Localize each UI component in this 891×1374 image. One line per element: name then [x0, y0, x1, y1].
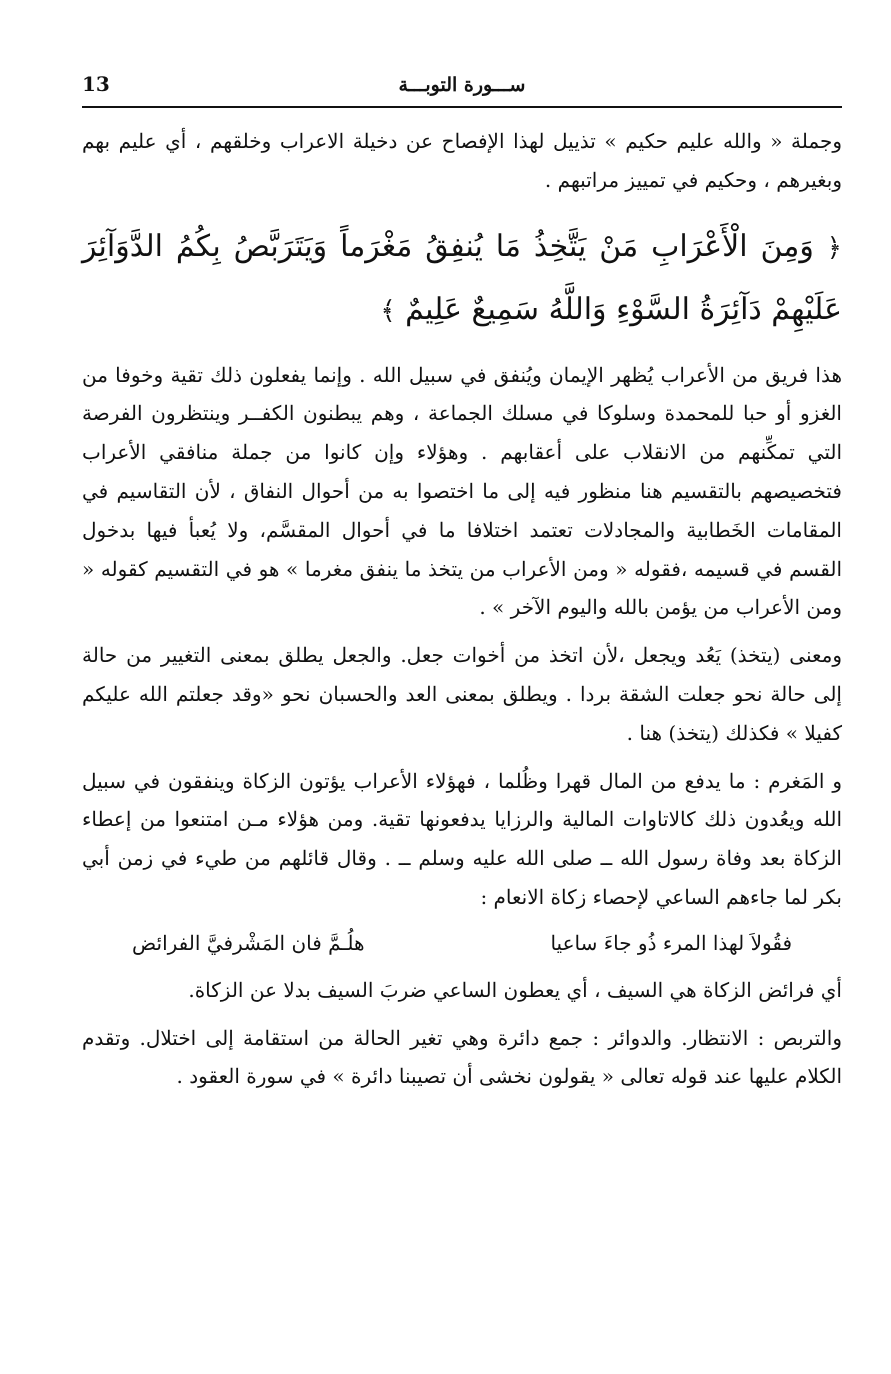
- poem-verse: [132, 923, 792, 963]
- paragraph-2: هذا فريق من الأعراب يُظهر الإيمان ويُنفق في سبيل الله . وإنما يفعلون ذلك تقية وخوفا من الغزو أو حبا للمحمدة وسلوكا في مسلك الجماعة ، وهم يبطنون الكفــر وينتظرون الفرصة التي تمكِّنهم من الانقلاب على أعقابهم . وهؤلاء وإن كانوا من جملة منافقي الأعراب فتخصيصهم بالتقسيم هنا منظور فيه إلى ما اختصوا به من أحوال النفاق ، لأن التقاسيم في المقامات الخَطابية والمجادلات تعتمد اختلافا ما في أحوال المقسَّم، ولا يُعبأ فيها بدخول القسم في قسيمه ،فقوله « ومن الأعراب من يتخذ ما ينفق مغرما » هو في التقسيم كقوله « ومن الأعراب من يؤمن بالله واليوم الآخر » .: [82, 362, 842, 620]
- paragraph-6: والتربص : الانتظار. والدوائر : جمع دائرة وهي تغير الحالة من استقامة إلى اختلال. وتقدم الكلام عليها عند قوله تعالى « يقولون نخشى أن تصيبنا دائرة » في سورة العقود .: [82, 1025, 842, 1089]
- paragraph-4: و المَغرم : ما يدفع من المال قهرا وظُلما ، فهؤلاء الأعراب يؤتون الزكاة وينفقون في سبيل الله ويعُدون ذلك كالاتاوات المالية والرزايا يدفعونها تقية. ومن هؤلاء مـن امتنعوا من إعطاء الزكاة بعد وفاة رسول الله ــ صلى الله عليه وسلم ــ . وقال قائلهم من طيء في زمن أبي بكر لما جاءهم الساعي لإحصاء زكاة الانعام :: [82, 768, 842, 909]
- poem-hemistich-2: هلُـمَّ فان المَشْرفيَّ الفرائض: [132, 930, 365, 955]
- poem-hemistich-1: فقُولاَ لهذا المرء ذُو جاءَ ساعيا: [550, 930, 792, 955]
- quran-verse: [82, 216, 842, 342]
- verse-open-bracket: ﴿: [826, 232, 842, 263]
- paragraph-5: أي فرائض الزكاة هي السيف ، أي يعطون الساعي ضربَ السيف بدلا عن الزكاة.: [188, 977, 842, 1002]
- paragraph-1: وجملة « والله عليم حكيم » تذييل لهذا الإفصاح عن دخيلة الاعراب وخلقهم ، أي عليم بهم وبغيرهم ، وحكيم في تمييز مراتبهم .: [82, 129, 842, 192]
- verse-close-bracket: ﴾: [380, 295, 396, 326]
- header-rule: [82, 106, 842, 108]
- page-content: [82, 122, 842, 1105]
- paragraph-3: ومعنى (يتخذ) يَعُد ويجعل ،لأن اتخذ من أخوات جعل. والجعل يطلق بمعنى التغيير من حالة إلى حالة نحو جعلت الشقة بردا . ويطلق بمعنى العد والحسبان نحو «وقد جعلتم الله عليكم كفيلا » فكذلك (يتخذ) هنا .: [82, 643, 842, 745]
- running-title: ســـورة التوبـــة: [398, 74, 526, 96]
- page-number: 13: [82, 72, 110, 96]
- page-header: [82, 68, 842, 108]
- verse-text: وَمِنَ الْأَعْرَابِ مَنْ يَتَّخِذُ مَا يُنفِقُ مَغْرَماً وَيَتَرَبَّصُ بِكُمُ الدَّوَآئِرَ عَلَيْهِمْ دَآئِرَةُ السَّوْءِ وَاللَّهُ سَمِيعٌ عَلِيمٌ: [82, 228, 842, 327]
